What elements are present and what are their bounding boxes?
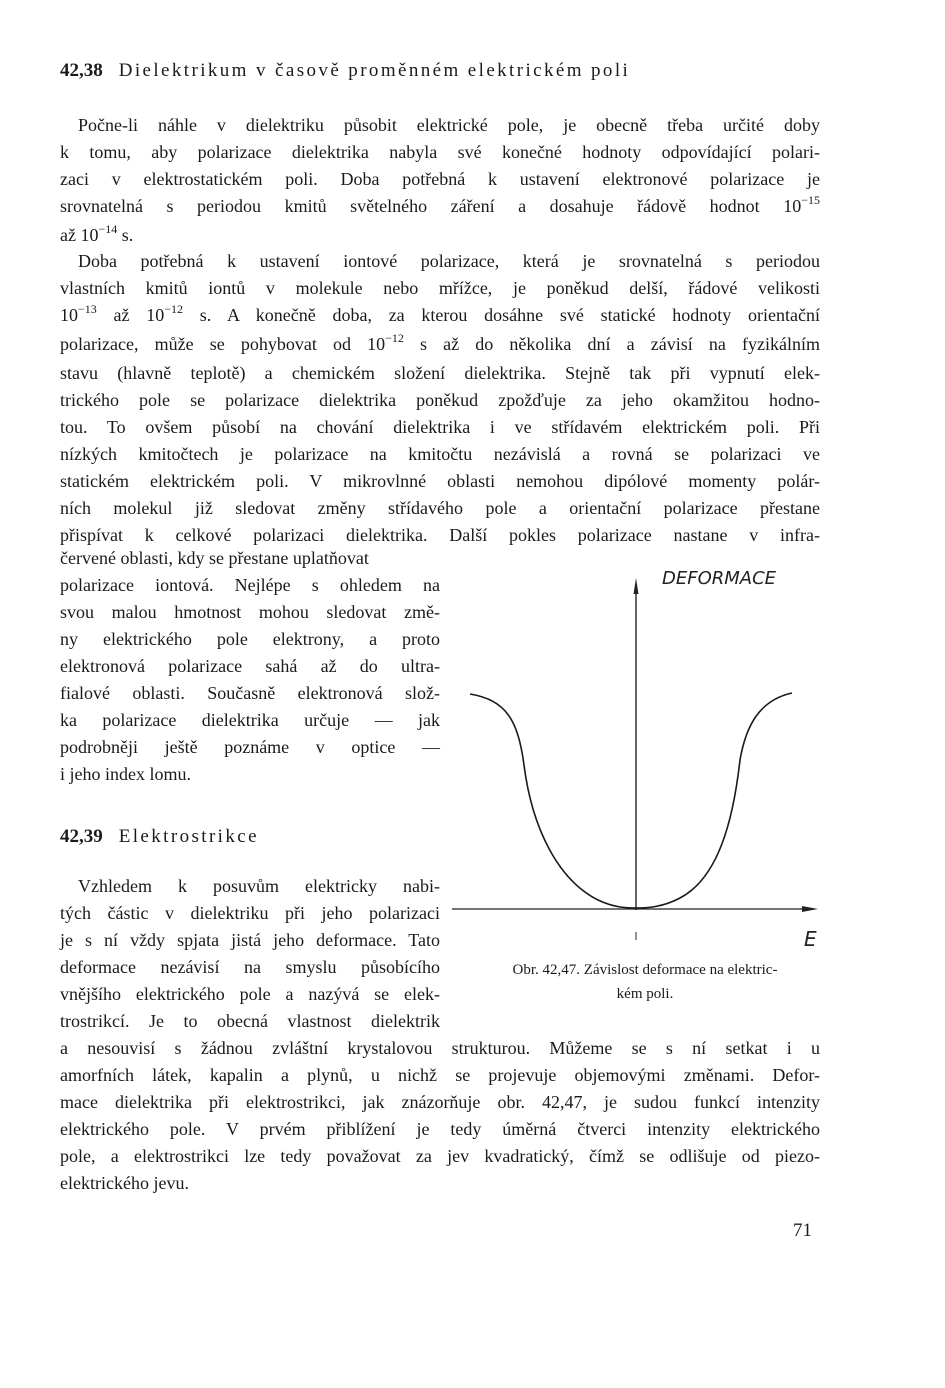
text-line: ka polarizace dielektrika určuje — jak (60, 710, 440, 730)
text-span: srovnatelná s periodou kmitů světelného záření a dosahuje řádově hodnot 10 (60, 196, 802, 216)
text-line: ny elektrického pole elektrony, a proto (60, 629, 440, 649)
y-axis-label: DEFORMACE (662, 568, 777, 589)
text-line: elektrického pole. V prvém přiblížení je tedy úměrná čtverci intenzity elektrického (60, 1119, 820, 1139)
text-line: amorfních látek, kapalin a plynů, u nichž se projevuje objemovými změnami. Defor- (60, 1065, 820, 1085)
paragraph-1 (60, 112, 820, 251)
paragraph-3-column (60, 873, 440, 1035)
text-line (60, 193, 820, 222)
paragraph-2 (60, 248, 820, 549)
exponent: −13 (78, 302, 97, 316)
figure-plot (448, 560, 828, 951)
text-line: i jeho index lomu. (60, 764, 191, 784)
text-line: trického pole se polarizace dielektrika poněkud zpožďuje za jeho okamžitou hodno- (60, 390, 820, 410)
text-line: Počne-li náhle v dielektriku působit elektrické pole, je obecně třeba určité doby (78, 115, 820, 135)
text-line: trostrikcí. Je to obecná vlastnost dielektrik (60, 1011, 440, 1031)
text-line (60, 222, 820, 251)
text-line: fialové oblasti. Současně elektronová slož- (60, 683, 440, 703)
text-line: pole, a elektrostrikci lze tedy považovat za jev kvadratický, čímž se odlišuje od piezo- (60, 1146, 820, 1166)
text-span: s. A konečně doba, za kterou dosáhne své statické hodnoty orientační (183, 305, 821, 325)
text-line: tou. To ovšem působí na chování dielektrika i ve střídavém elektrickém poli. Při (60, 417, 820, 437)
text-line: polarizace iontová. Nejlépe s ohledem na (60, 575, 440, 595)
text-line: vlastních kmitů iontů v molekule nebo mřížce, je poněkud delší, řádové velikosti (60, 278, 820, 298)
text-span: polarizace, může se pohybovat od 10 (60, 334, 386, 354)
section-heading-42-38 (60, 60, 630, 82)
exponent: −12 (164, 302, 184, 316)
text-span: 10 (60, 305, 78, 325)
text-line: zaci v elektrostatickém poli. Doba potřebná k ustavení elektronové polarizace je (60, 169, 820, 189)
text-line: Vzhledem k posuvům elektricky nabi- (78, 876, 440, 896)
page-number: 71 (793, 1220, 812, 1241)
exponent: −14 (98, 222, 118, 236)
text-line: podrobněji ještě poznáme v optice — (60, 737, 440, 757)
text-line: tých částic v dielektriku při jeho polarizaci (60, 903, 440, 923)
section-title: Elektrostrikce (118, 826, 259, 847)
section-title: Dielektrikum v časově proměnném elektrickém poli (118, 60, 631, 81)
section-number: 42,39 (60, 826, 103, 847)
text-line: statickém elektrickém poli. V mikrovlnné oblasti nemohou dipólové momenty polár- (60, 471, 820, 491)
text-line: červené oblasti, kdy se přestane uplatňovat (60, 548, 369, 568)
figure-deformation-vs-field (448, 560, 828, 951)
section-heading-42-39 (60, 826, 259, 848)
x-axis-arrow-icon (802, 906, 818, 912)
text-line: přispívat k celkové polarizaci dielektrika. Další pokles polarizace nastane v infra- (60, 525, 820, 545)
text-line (60, 302, 820, 331)
text-line: vnějšího elektrického pole a nazývá se elek- (60, 984, 440, 1004)
text-line: elektronová polarizace sahá až do ultra- (60, 656, 440, 676)
exponent: −12 (385, 331, 404, 345)
text-line: deformace nezávisí na smyslu působícího (60, 957, 440, 977)
figure-caption (462, 958, 828, 1006)
text-line: a nesouvisí s žádnou zvláštní krystalovou strukturou. Můžeme se s ní setkat i u (60, 1038, 820, 1058)
text-line: Doba potřebná k ustavení iontové polarizace, která je srovnatelná s periodou (78, 251, 820, 271)
paragraph-3 (60, 1035, 820, 1197)
text-line: ních molekul již sledovat změny střídavého pole a orientační polarizace přestane (60, 498, 820, 518)
text-span: až 10 (60, 225, 99, 245)
text-line: svou malou hmotnost mohou sledovat změ- (60, 602, 440, 622)
section-number: 42,38 (60, 60, 103, 81)
x-axis-label: E (804, 927, 817, 951)
text-line (60, 331, 820, 360)
caption-line: kém poli. (616, 986, 674, 1002)
text-line: mace dielektrika při elektrostrikci, jak znázorňuje obr. 42,47, je sudou funkcí intenzity (60, 1092, 820, 1112)
text-line: elektrického jevu. (60, 1173, 189, 1193)
deformation-curve (470, 693, 792, 908)
exponent: −15 (801, 193, 820, 207)
text-line: k tomu, aby polarizace dielektrika nabyla své konečné hodnoty odpovídající polari- (60, 142, 820, 162)
y-axis-arrow-icon (634, 578, 639, 594)
text-line: stavu (hlavně teplotě) a chemickém složení dielektrika. Stejně tak při vypnutí elek- (60, 363, 820, 383)
caption-line: Obr. 42,47. Závislost deformace na elektric- (512, 962, 778, 978)
text-line: nízkých kmitočtech je polarizace na kmitočtu nezávislá a rovná se polarizaci ve (60, 444, 820, 464)
paragraph-2-column (60, 545, 440, 788)
text-span: s. (117, 225, 134, 245)
text-span: až 10 (96, 305, 165, 325)
text-span: s až do několika dní a závisí na fyzikálním (403, 334, 821, 354)
text-line: je s ní vždy spjata jistá jeho deformace. Tato (60, 930, 440, 950)
